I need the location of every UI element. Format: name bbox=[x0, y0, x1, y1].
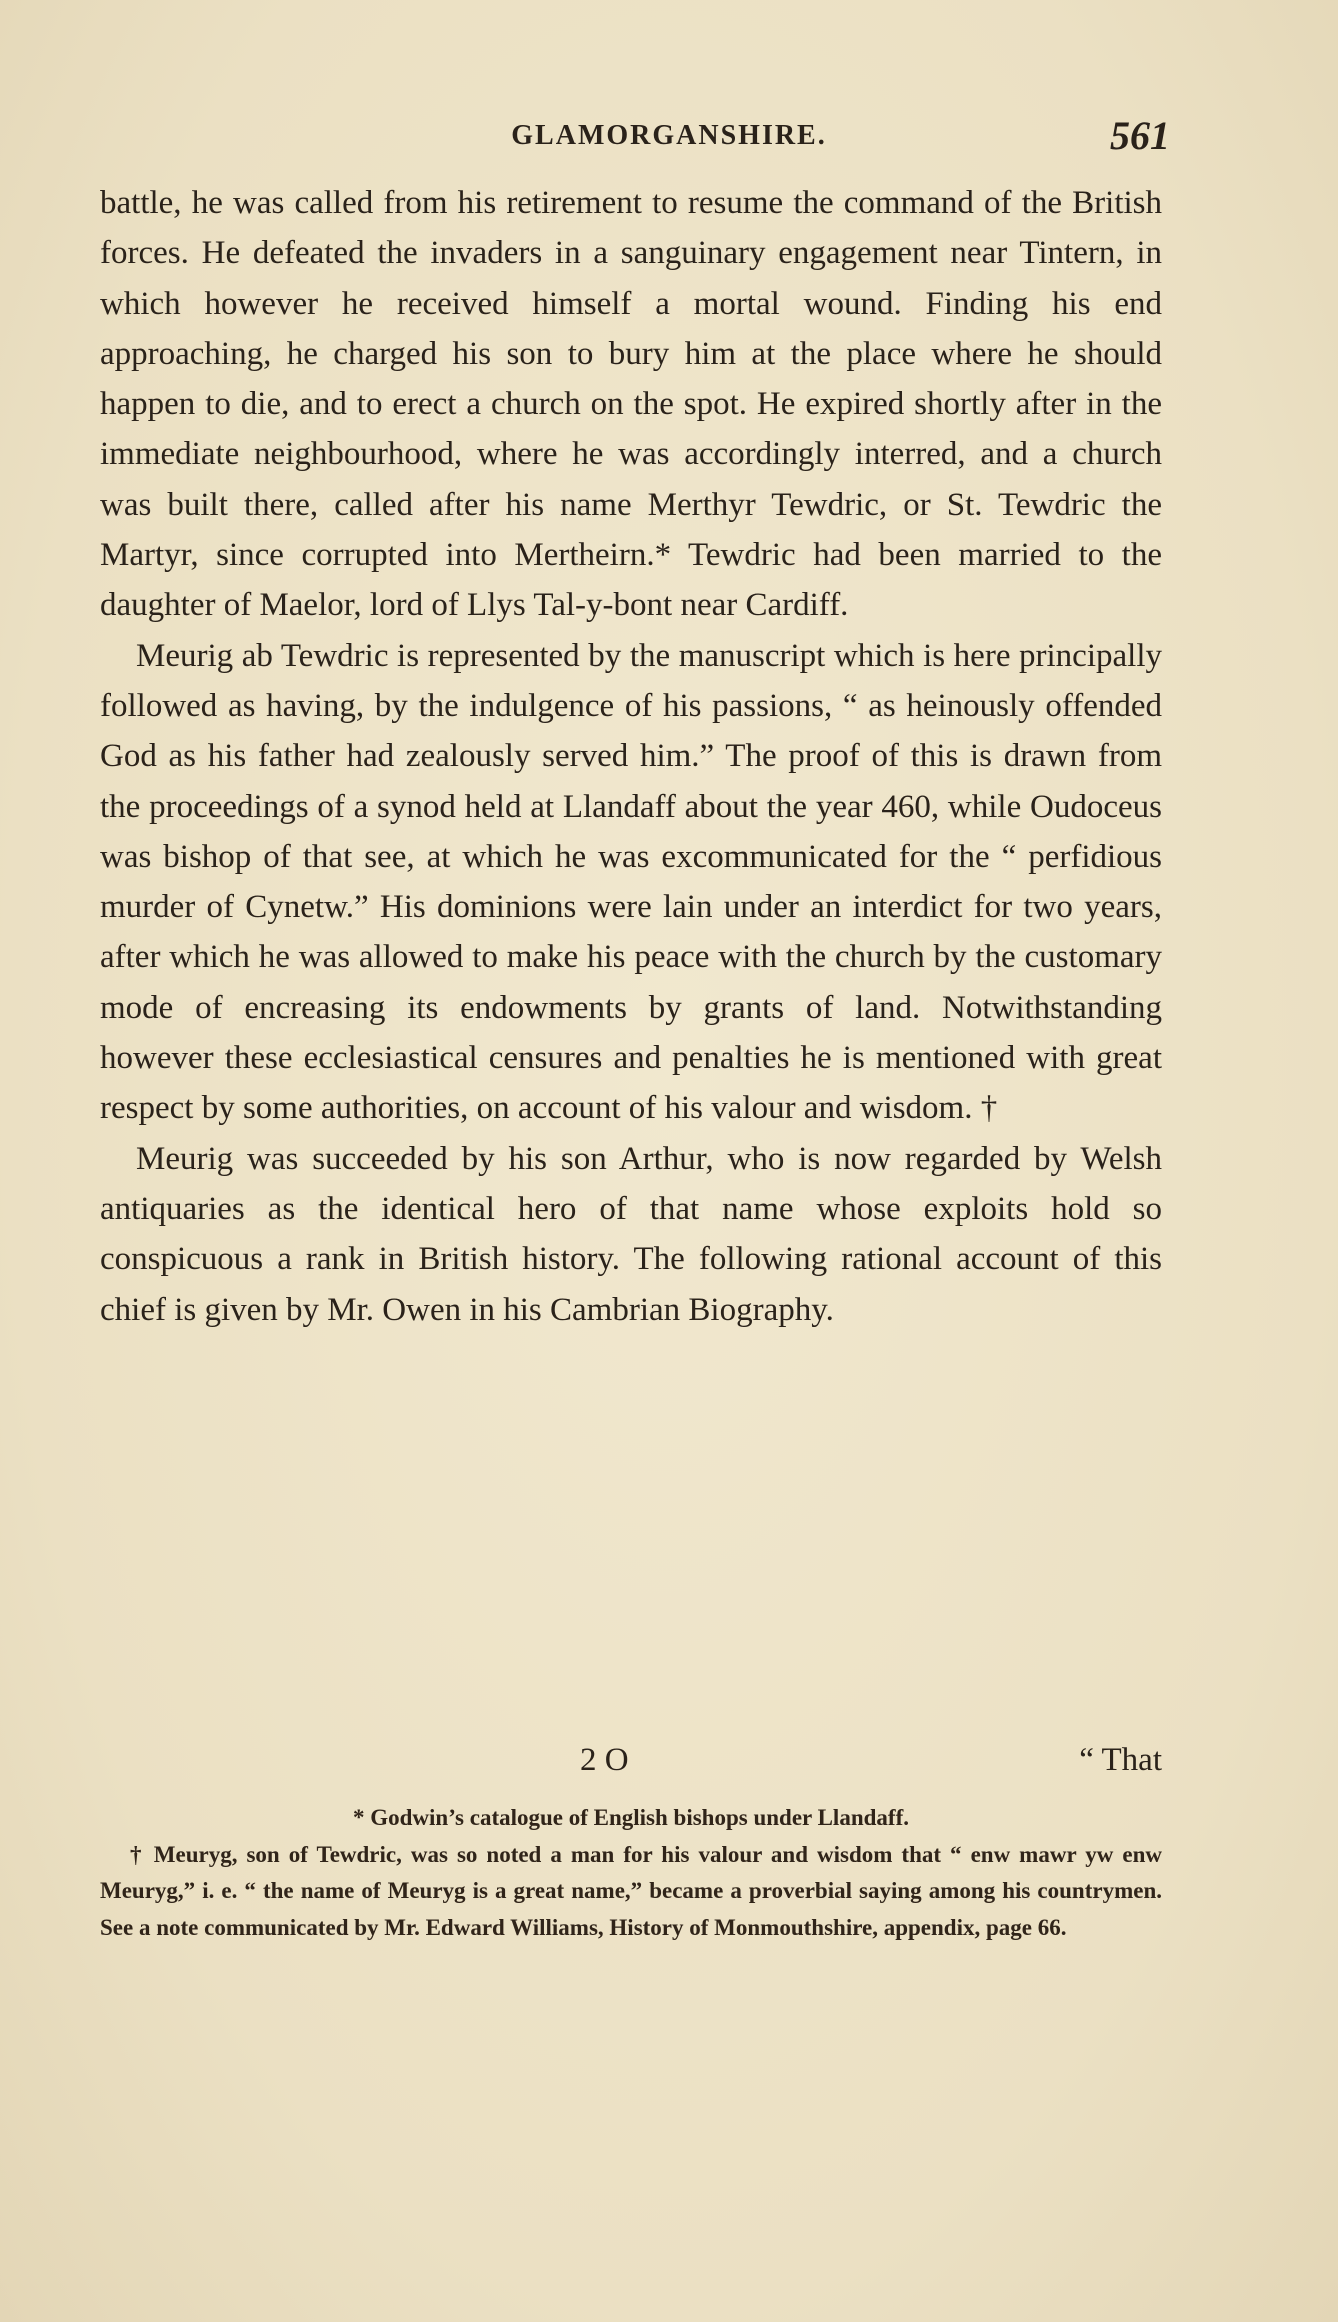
page-number: 561 bbox=[1110, 113, 1170, 158]
paragraph-tewdric: battle, he was called from his retirement to resume the command of the British forces. He defeated the invaders in a sanguinary engagement near Tintern, in which however he received himself a mortal wound. Finding his end approaching, he charged his son to bury him at the place where he should happen to die, and to erect a church on the spot. He expired shortly after in the immediate neighbourhood, where he was accordingly interred, and a church was built there, called after his name Merthyr Tewdric, or St. Tewdric the Martyr, since corrupted into Mertheirn.* Tewdric had been married to the daughter of Maelor, lord of Llys Tal-y-bont near Cardiff. bbox=[100, 185, 1162, 624]
paragraph-meurig: Meurig ab Tewdric is represented by the manuscript which is here principally followed as having, by the indulgence of his passions, “ as heinously offended God as his father had zealously served him.” The proof of this is drawn from the proceedings of a synod held at Llandaff about the year 460, while Oudoceus was bishop of that see, at which he was excommunicated for the “ perfidious murder of Cynetw.” His dominions were lain under an interdict for two years, after which he was allowed to make his peace with the church by the customary mode of encreasing its endowments by grants of land. Notwithstanding however these ecclesiastical censures and penalties he is mentioned with great respect by some authorities, on account of his valour and wisdom. † bbox=[100, 637, 1162, 1127]
body-text bbox=[100, 178, 1162, 1335]
catchword: “ That bbox=[1079, 1742, 1162, 1778]
signature-mark: 2 O bbox=[580, 1742, 629, 1778]
footnote-meuryg: † Meuryg, son of Tewdric, was so noted a man for his valour and wisdom that “ enw mawr yw enw Meuryg,” i. e. “ the name of Meuryg is a great name,” became a proverbial saying among his countrymen. See a note communicated by Mr. Edward Williams, History of Monmouthshire, appendix, page 66. bbox=[100, 1841, 1162, 1940]
footnotes bbox=[100, 1800, 1162, 1946]
catchline bbox=[0, 1742, 1338, 1792]
footnote-godwin: * Godwin’s catalogue of English bishops under Llandaff. bbox=[353, 1805, 909, 1830]
running-head bbox=[0, 112, 1338, 158]
running-head-title: GLAMORGANSHIRE. bbox=[511, 120, 827, 151]
paragraph-arthur: Meurig was succeeded by his son Arthur, who is now regarded by Welsh antiquaries as the identical hero of that name whose exploits hold so conspicuous a rank in British history. The following rational account of this chief is given by Mr. Owen in his Cambrian Biography. bbox=[100, 1140, 1162, 1328]
